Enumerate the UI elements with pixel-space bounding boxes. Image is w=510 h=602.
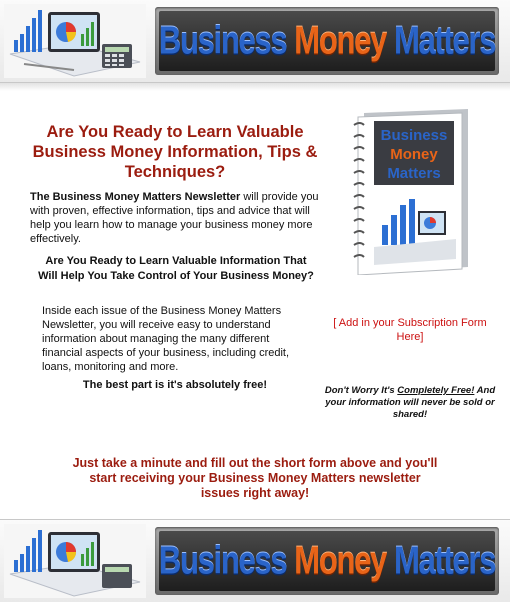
banner-title-plate [155, 7, 499, 75]
title-word-matters: Matters [393, 18, 496, 63]
header-banner [0, 0, 510, 83]
intro-text: will provide you with proven, effective information, tips and advice that will help you learn how to manage your business money more effectively. [30, 191, 319, 245]
footer-title-word-money: Money [294, 538, 386, 583]
disclaimer-text-2: And your information will never be sold or shared! [325, 385, 496, 420]
finance-charts-calculator-icon [4, 524, 146, 598]
privacy-disclaimer [315, 385, 505, 421]
disclaimer-free-text: Completely Free! [397, 385, 475, 396]
call-to-action: Just take a minute and fill out the short form above and you'll start receiving your Business Money Matters newsletter issues right away! [72, 456, 438, 500]
cover-title-matters: Matters [387, 165, 441, 182]
footer-banner [0, 519, 510, 602]
cover-title-money: Money [390, 146, 438, 163]
main-content [0, 89, 510, 519]
newsletter-cover-image [346, 107, 472, 275]
intro-newsletter-name: The Business Money Matters Newsletter [30, 191, 241, 203]
disclaimer-text-1: Don't Worry It's [324, 385, 398, 396]
cover-title-business: Business [380, 127, 448, 144]
title-word-business: Business [158, 18, 287, 63]
subscription-form-placeholder[interactable]: [ Add in your Subscription Form Here] [333, 317, 487, 343]
body-paragraph: Inside each issue of the Business Money Matters Newsletter, you will receive easy to understand information about managing the many different financial aspects of your business, including credit, loans, monitoring and more. [42, 305, 290, 373]
finance-charts-calculator-icon [4, 4, 146, 78]
subheadline: Are You Ready to Learn Valuable Information That Will Help You Take Control of Your Business Money? [38, 255, 314, 282]
intro-paragraph [30, 190, 330, 246]
footer-title-word-business: Business [158, 538, 287, 583]
best-part-text: The best part is it's absolutely free! [82, 379, 268, 391]
footer-title-plate [155, 527, 499, 595]
page-headline: Are You Ready to Learn Valuable Business Money Information, Tips & Techniques? [32, 123, 318, 181]
title-word-money: Money [294, 18, 386, 63]
footer-title-word-matters: Matters [393, 538, 496, 583]
